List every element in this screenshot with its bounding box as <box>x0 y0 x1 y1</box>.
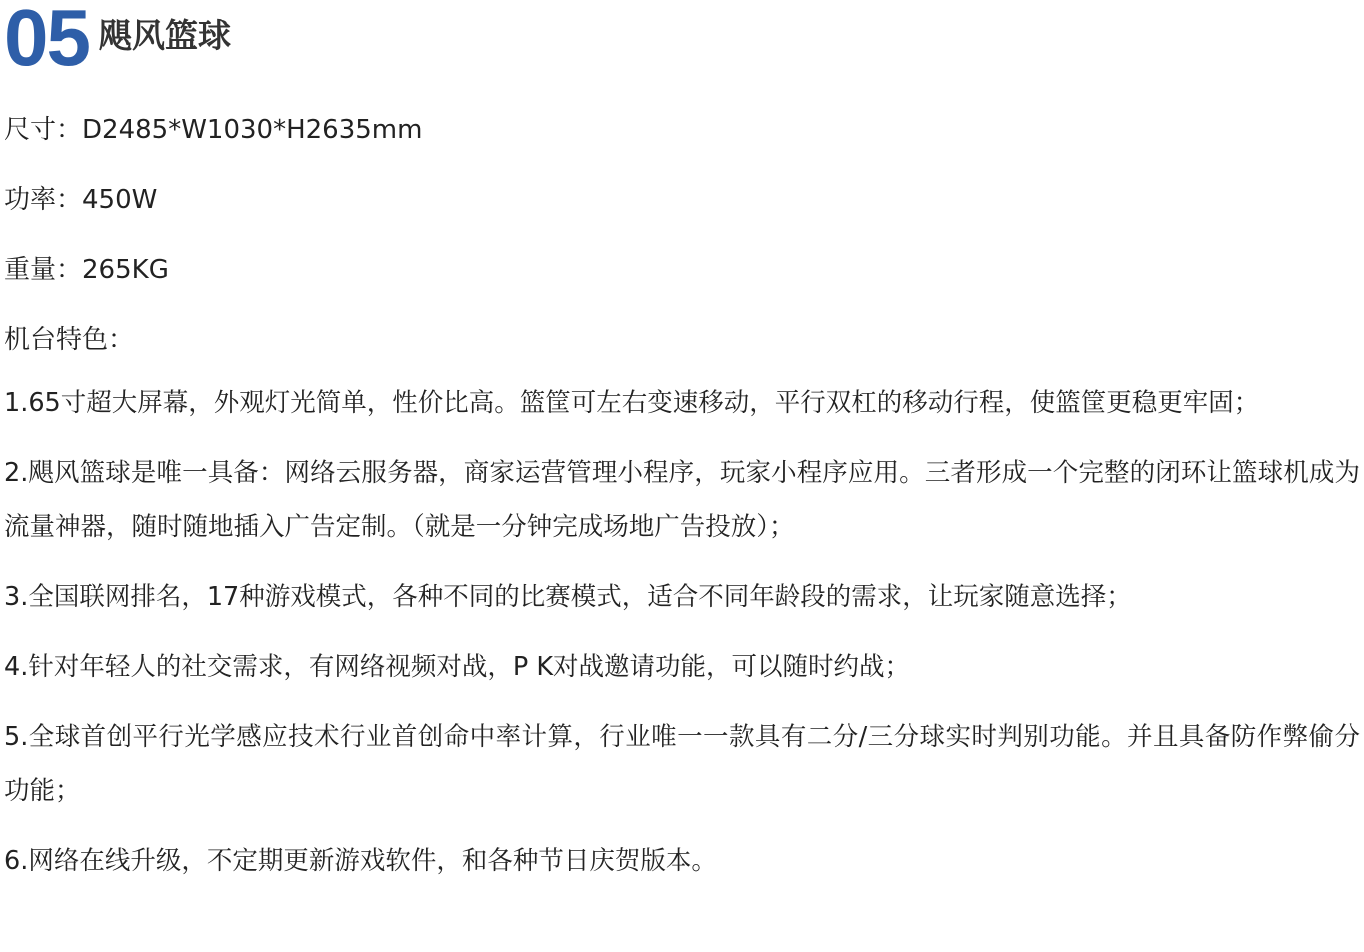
feature-item-3: 3.全国联网排名，17种游戏模式，各种不同的比赛模式，适合不同年龄段的需求，让玩家随意选择； <box>4 582 1132 612</box>
spec-weight-value: 265KG <box>82 255 169 285</box>
features-heading: 机台特色： <box>4 325 135 355</box>
feature-item-1: 1.65寸超大屏幕，外观灯光简单，性价比高。篮筐可左右变速移动，平行双杠的移动行程，使篮筐更稳更牢固； <box>4 388 1260 418</box>
spec-size-value: D2485*W1030*H2635mm <box>82 115 423 145</box>
feature-item-5: 5.全球首创平行光学感应技术行业首创命中率计算，行业唯一一款具有二分/三分球实时判别功能。并且具备防作弊偷分功能； <box>4 722 1360 806</box>
spec-size <box>4 110 1360 150</box>
section-header <box>4 0 231 80</box>
product-description <box>4 110 1360 904</box>
section-number: 05 <box>4 0 89 82</box>
feature-item-4: 4.针对年轻人的社交需求，有网络视频对战，P K对战邀请功能，可以随时约战； <box>4 652 911 682</box>
section-title: 飓风篮球 <box>98 16 231 55</box>
spec-weight-label: 重量： <box>4 255 83 285</box>
feature-item-6: 6.网络在线升级，不定期更新游戏软件，和各种节日庆贺版本。 <box>4 846 717 876</box>
spec-weight <box>4 250 1360 290</box>
spec-power-label: 功率： <box>4 185 83 215</box>
feature-item-2: 2.飓风篮球是唯一具备：网络云服务器，商家运营管理小程序，玩家小程序应用。三者形成一个完整的闭环让篮球机成为流量神器，随时随地插入广告定制。（就是一分钟完成场地广告投放）； <box>4 458 1360 542</box>
spec-size-label: 尺寸： <box>4 115 83 145</box>
spec-power <box>4 180 1360 220</box>
spec-power-value: 450W <box>82 185 158 215</box>
